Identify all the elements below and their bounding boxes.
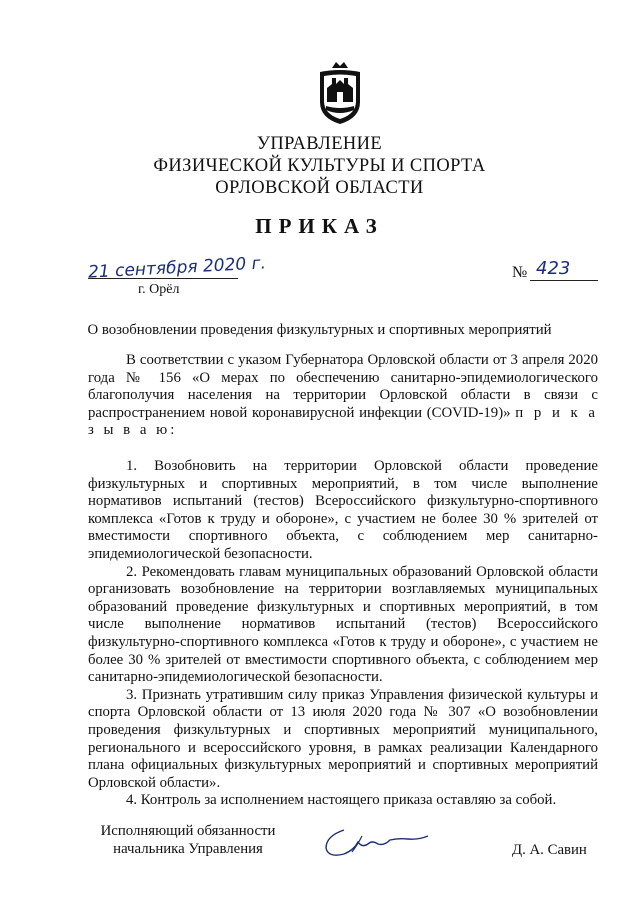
- handwritten-number: 423: [536, 258, 571, 279]
- order-word: п р и к а з ы в а ю:: [88, 404, 599, 439]
- order-subject: О возобновлении проведения физкультурных и спортивных мероприятий: [87, 322, 552, 338]
- signatory-name: Д. А. Савин: [512, 842, 587, 858]
- signature-icon: [318, 822, 430, 862]
- document-title: ПРИКАЗ: [255, 214, 384, 238]
- preamble: [88, 352, 598, 440]
- number-label: №: [512, 264, 528, 281]
- number-underline: [530, 280, 598, 281]
- order-items: [88, 458, 598, 810]
- order-item-2: 2. Рекомендовать главам муниципальных образований Орловской области организовать возобновление на территории возглавляемых муниципальных образований проведение физкультурных и спортивных мероприятий, в том числе выполнение нормативов испытаний (тестов) Всероссийского физкультурно-спортивного комплекса «Готов к труду и обороне», с участием не более 30 % зрителей от вместимости спортивного объекта, с соблюдением мер санитарно-эпидемиологической безопасности.: [88, 563, 598, 686]
- header-line-2: ФИЗИЧЕСКОЙ КУЛЬТУРЫ И СПОРТА: [153, 156, 486, 176]
- preamble-text: В соответствии с указом Губернатора Орловской области от 3 апреля 2020 года № 156 «О мерах по обеспечению санитарно-эпидемиологического благополучия населения на территории Орловской области в связи с распространением новой коронавирусной инфекции (COVID-19)»: [88, 352, 598, 421]
- coat-of-arms-icon: [314, 58, 366, 126]
- header-line-1: УПРАВЛЕНИЕ: [256, 134, 383, 154]
- handwritten-date: 21 сентября 2020 г.: [87, 253, 267, 283]
- order-item-1: 1. Возобновить на территории Орловской области проведение физкультурных и спортивных мероприятий, в том числе выполнение нормативов испытаний (тестов) Всероссийского физкультурно-спортивного комплекса «Готов к труду и обороне», с участием не более 30 % зрителей от вместимости спортивного объекта, с соблюдением мер санитарно-эпидемиологической безопасности.: [88, 458, 598, 562]
- order-item-3: 3. Признать утратившим силу приказ Управления физической культуры и спорта Орловской области от 13 июля 2020 года № 307 «О возобновлении проведения физкультурных и спортивных мероприятий муниципального, регионального и всероссийского уровня, в рамках реализации Календарного плана официальных физкультурных мероприятий и спортивных мероприятий Орловской области».: [88, 686, 598, 791]
- header-line-3: ОРЛОВСКОЙ ОБЛАСТИ: [215, 178, 424, 198]
- city-label: г. Орёл: [138, 282, 180, 297]
- order-item-4: 4. Контроль за исполнением настоящего приказа оставляю за собой.: [126, 792, 557, 809]
- position-line-2: начальника Управления: [113, 841, 263, 857]
- signatory-position: [88, 822, 288, 858]
- position-line-1: Исполняющий обязанности: [100, 823, 276, 839]
- date-underline: [88, 278, 238, 279]
